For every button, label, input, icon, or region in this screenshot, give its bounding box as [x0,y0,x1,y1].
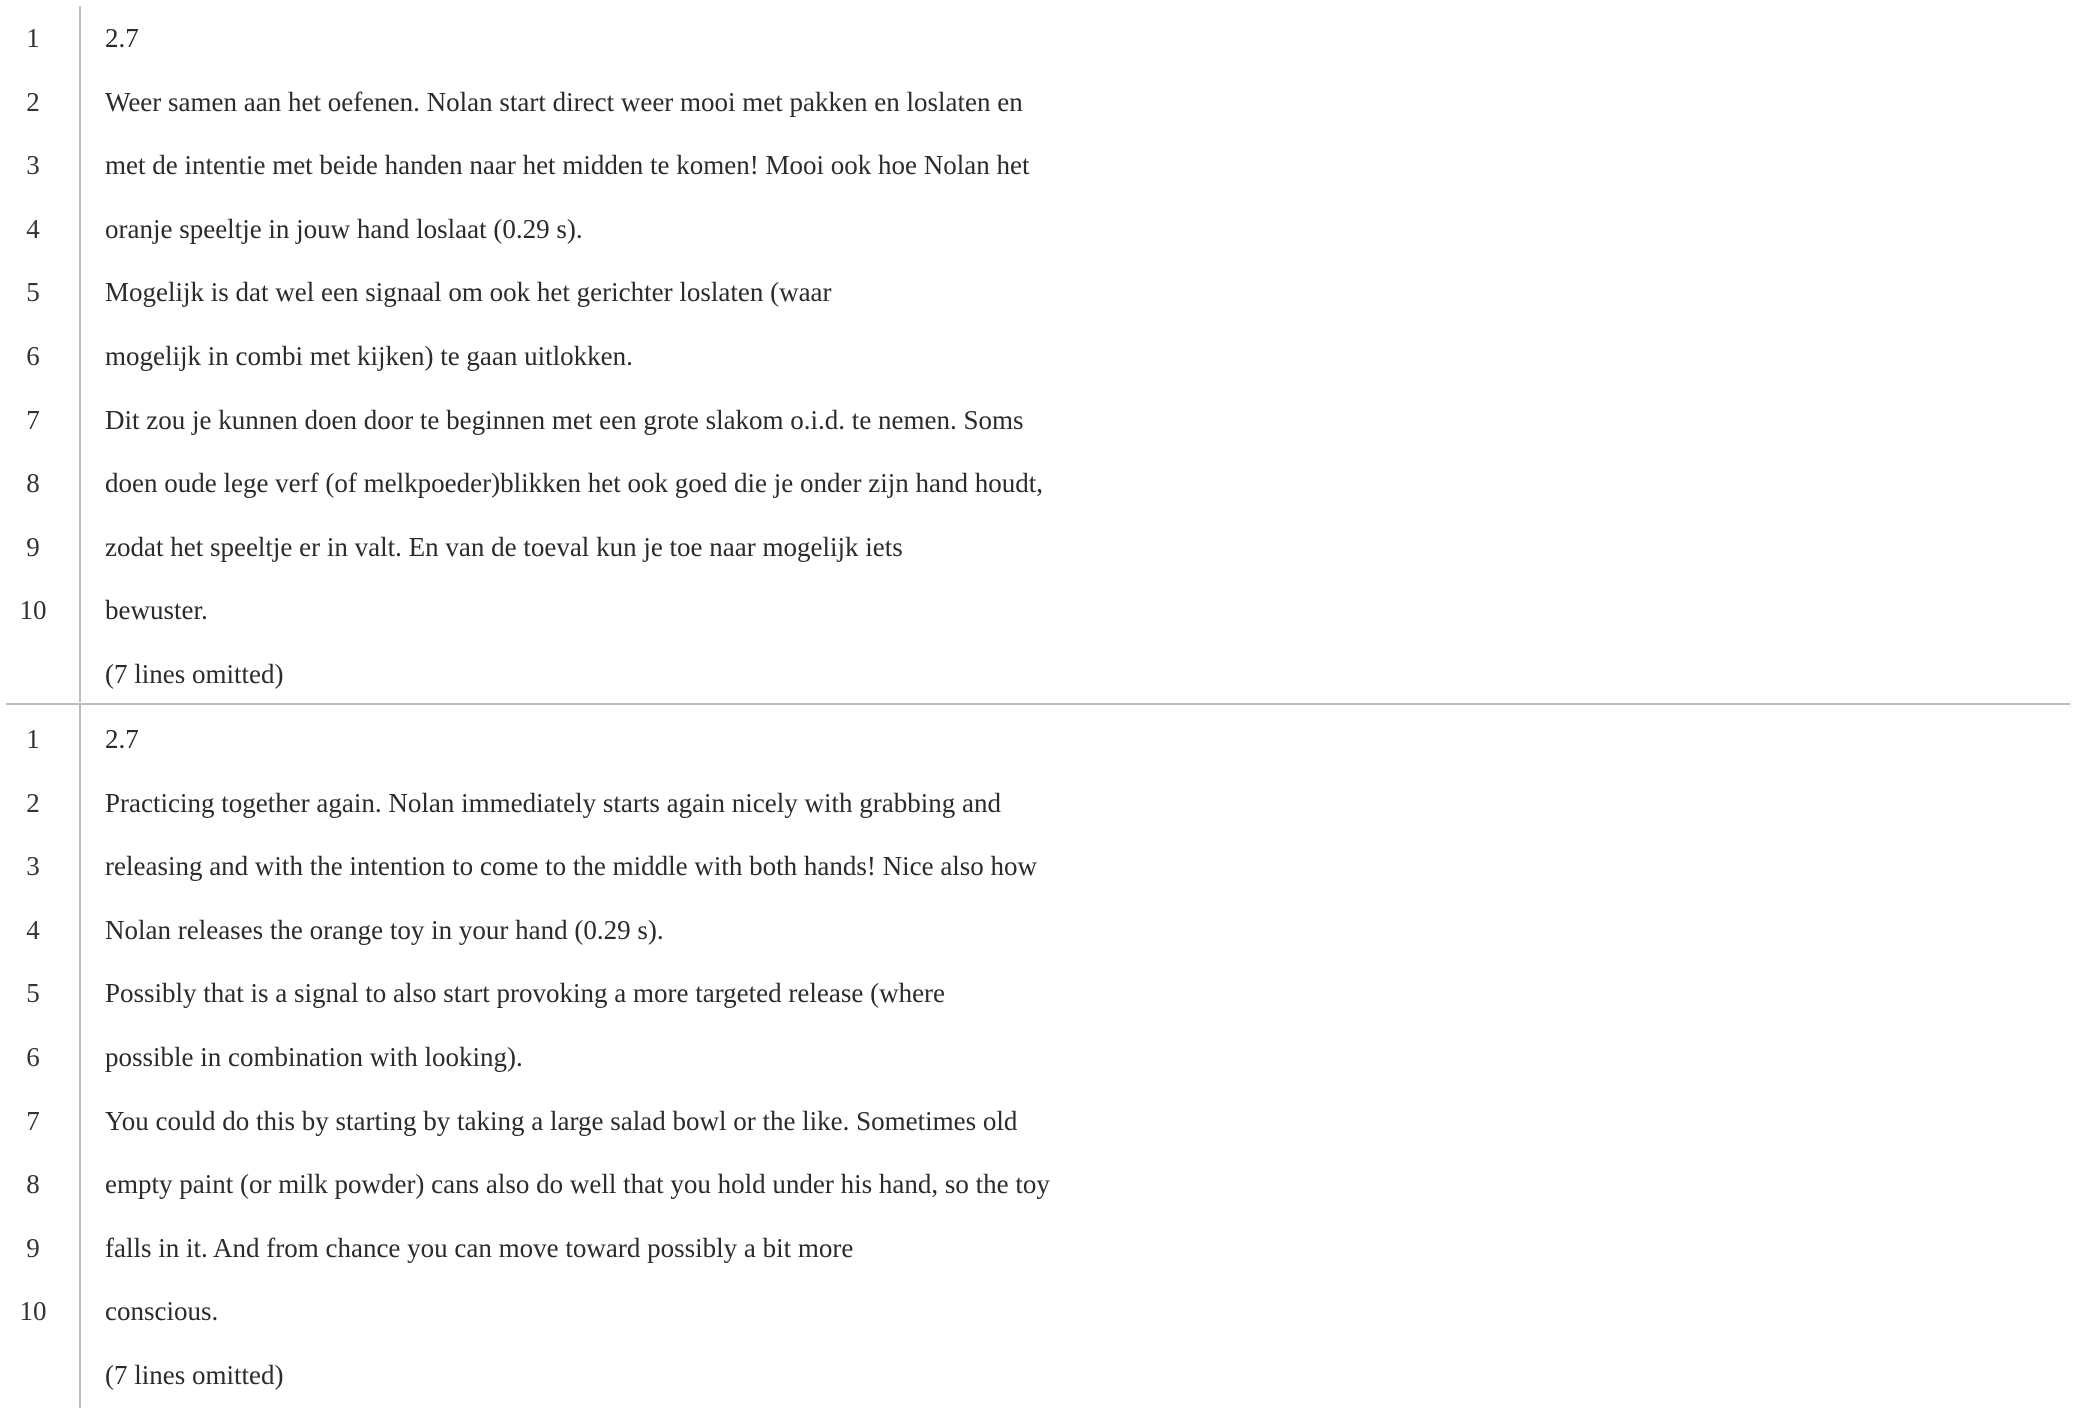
line-number: 4 [26,914,40,945]
line-number: 8 [26,468,40,499]
line-text: 2.7 [105,724,139,754]
line-text: You could do this by starting by taking a large salad bowl or the like. Sometimes old [105,1105,1018,1136]
line-number: 6 [26,1041,40,1072]
line-text: oranje speeltje in jouw hand loslaat (0.29 s). [105,213,583,244]
line-row [0,262,2076,326]
line-number: 9 [26,1232,40,1263]
line-text: 2.7 [105,23,139,53]
line-text: met de intentie met beide handen naar het midden te komen! Mooi ook hoe Nolan het [105,150,1030,181]
line-row [0,8,2076,72]
line-number: 3 [26,150,40,181]
line-row [0,199,2076,263]
line-text: possible in combination with looking). [105,1041,523,1072]
line-text: Practicing together again. Nolan immediately starts again nicely with grabbing and [105,787,1001,818]
line-row [0,900,2076,964]
line-number: 5 [26,978,40,1009]
line-number: 5 [26,277,40,308]
line-text: Mogelijk is dat wel een signaal om ook het gerichter loslaten (waar [105,277,832,308]
line-text: Nolan releases the orange toy in your hand (0.29 s). [105,914,664,945]
line-row [0,1091,2076,1155]
line-text: mogelijk in combi met kijken) te gaan uitlokken. [105,340,633,371]
line-number: 3 [26,851,40,882]
line-text: doen oude lege verf (of melkpoeder)blikken het ook goed die je onder zijn hand houdt, [105,468,1043,499]
line-row [0,390,2076,454]
line-text: Dit zou je kunnen doen door te beginnen met een grote slakom o.i.d. te nemen. Soms [105,404,1024,435]
line-number: 8 [26,1169,40,1200]
line-row [0,517,2076,581]
line-text: Weer samen aan het oefenen. Nolan start direct weer mooi met pakken en loslaten en [105,86,1023,117]
line-number: 7 [26,1105,40,1136]
line-row [0,1027,2076,1091]
line-row [0,1154,2076,1218]
omitted-row [0,1345,2076,1409]
line-text: zodat het speeltje er in valt. En van de toeval kun je toe naar mogelijk iets [105,531,903,562]
line-row [0,836,2076,900]
line-row [0,580,2076,644]
omitted-note: (7 lines omitted) [105,1359,284,1390]
line-number: 1 [26,23,40,53]
line-number: 10 [19,595,47,626]
section-dutch [0,8,2076,708]
omitted-row [0,644,2076,708]
line-row [0,72,2076,136]
line-text: bewuster. [105,595,208,626]
line-number: 2 [26,787,40,818]
line-number: 4 [26,213,40,244]
line-text: releasing and with the intention to come to the middle with both hands! Nice also how [105,851,1038,882]
line-text: falls in it. And from chance you can move toward possibly a bit more [105,1232,854,1263]
line-number: 7 [26,404,40,435]
line-row [0,453,2076,517]
line-row [0,326,2076,390]
line-number: 1 [26,724,40,754]
section-english [0,709,2076,1409]
omitted-note: (7 lines omitted) [105,658,284,689]
line-row [0,1281,2076,1345]
line-text: Possibly that is a signal to also start provoking a more targeted release (where [105,978,946,1009]
line-number: 2 [26,86,40,117]
line-row [0,709,2076,773]
line-row [0,135,2076,199]
line-row [0,1218,2076,1282]
line-number: 6 [26,340,40,371]
line-text: empty paint (or milk powder) cans also do well that you hold under his hand, so the toy [105,1169,1050,1200]
line-row [0,773,2076,837]
line-row [0,963,2076,1027]
line-text: conscious. [105,1296,219,1327]
line-number: 10 [19,1296,47,1327]
line-number: 9 [26,531,40,562]
